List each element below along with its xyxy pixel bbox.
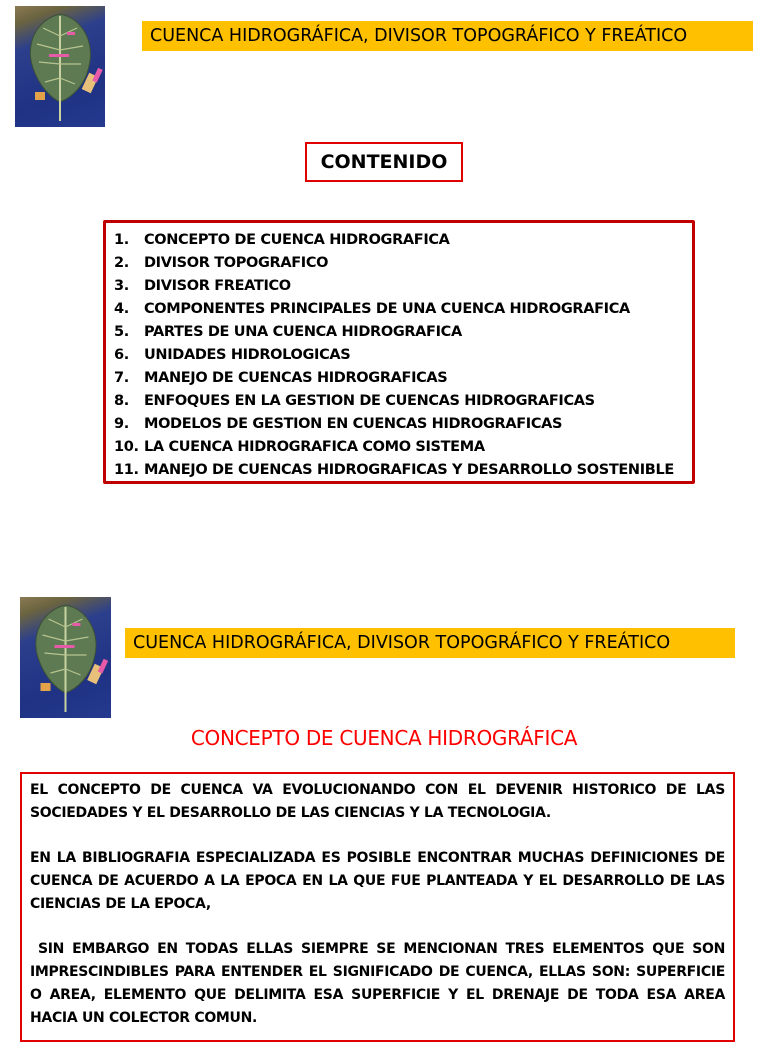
toc-item-text: DIVISOR TOPOGRAFICO	[144, 255, 329, 271]
toc-item	[114, 459, 692, 482]
toc-item-text: ENFOQUES EN LA GESTION DE CUENCAS HIDROGRAFICAS	[144, 393, 595, 409]
toc-item	[114, 321, 692, 344]
toc-item	[114, 229, 692, 252]
toc-item-number: 5.	[114, 324, 129, 340]
toc-item-text: CONCEPTO DE CUENCA HIDROGRAFICA	[144, 232, 450, 248]
toc-item-number: 1.	[114, 232, 129, 248]
toc-item-number: 7.	[114, 370, 129, 386]
toc-item	[114, 344, 692, 367]
leaf-model-image	[15, 6, 105, 127]
concept-text-box	[20, 772, 735, 1042]
toc-item	[114, 436, 692, 459]
paragraph-1: EL CONCEPTO DE CUENCA VA EVOLUCIONANDO CON EL DEVENIR HISTORICO DE LAS SOCIEDADES Y EL DESARROLLO DE LAS CIENCIAS Y LA TECNOLOGIA.	[30, 782, 725, 821]
toc-item	[114, 390, 692, 413]
leaf-model-image-2	[20, 597, 111, 718]
toc-item-text: UNIDADES HIDROLOGICAS	[144, 347, 351, 363]
toc-item-number: 4.	[114, 301, 129, 317]
section-title: CONCEPTO DE CUENCA HIDROGRÁFICA	[190, 726, 578, 750]
toc-item-text: MANEJO DE CUENCAS HIDROGRAFICAS	[144, 370, 448, 386]
toc-list	[106, 223, 692, 482]
toc-item-number: 10.	[114, 439, 139, 455]
paragraph-3: SIN EMBARGO EN TODAS ELLAS SIEMPRE SE MENCIONAN TRES ELEMENTOS QUE SON IMPRESCINDIBLES PARA ENTENDER EL SIGNIFICADO DE CUENCA, ELLAS SON: SUPERFICIE O AREA, ELEMENTO QUE DELIMITA ESA SUPERFICIE Y EL DRENAJE DE TODA ESA AREA HACIA UN COLECTOR COMUN.	[30, 941, 730, 1026]
toc-item-text: MANEJO DE CUENCAS HIDROGRAFICAS Y DESARROLLO SOSTENIBLE	[144, 462, 674, 478]
toc-item-number: 3.	[114, 278, 129, 294]
leaf-photo-thumbnail	[15, 6, 105, 127]
toc-item-text: COMPONENTES PRINCIPALES DE UNA CUENCA HIDROGRAFICA	[144, 301, 630, 317]
toc-item-number: 9.	[114, 416, 129, 432]
contenido-heading: CONTENIDO	[305, 142, 463, 182]
toc-item	[114, 367, 692, 390]
toc-item	[114, 275, 692, 298]
toc-item-text: LA CUENCA HIDROGRAFICA COMO SISTEMA	[144, 439, 485, 455]
toc-item	[114, 252, 692, 275]
table-of-contents	[103, 220, 695, 484]
slide1-banner-title: CUENCA HIDROGRÁFICA, DIVISOR TOPOGRÁFICO Y FREÁTICO	[142, 21, 753, 51]
paragraph-2: EN LA BIBLIOGRAFIA ESPECIALIZADA ES POSIBLE ENCONTRAR MUCHAS DEFINICIONES DE CUENCA DE ACUERDO A LA EPOCA EN LA QUE FUE PLANTEADA Y EL DESARROLLO DE LAS CIENCIAS DE LA EPOCA,	[30, 850, 725, 912]
toc-item-number: 2.	[114, 255, 129, 271]
slide2-banner-title: CUENCA HIDROGRÁFICA, DIVISOR TOPOGRÁFICO Y FREÁTICO	[125, 628, 735, 658]
toc-item	[114, 298, 692, 321]
toc-item-text: MODELOS DE GESTION EN CUENCAS HIDROGRAFICAS	[144, 416, 563, 432]
toc-item-text: PARTES DE UNA CUENCA HIDROGRAFICA	[144, 324, 462, 340]
toc-item-number: 6.	[114, 347, 129, 363]
toc-item-number: 11.	[114, 462, 139, 478]
leaf-photo-thumbnail-2	[20, 597, 111, 718]
toc-item-text: DIVISOR FREATICO	[144, 278, 291, 294]
toc-item	[114, 413, 692, 436]
toc-item-number: 8.	[114, 393, 129, 409]
